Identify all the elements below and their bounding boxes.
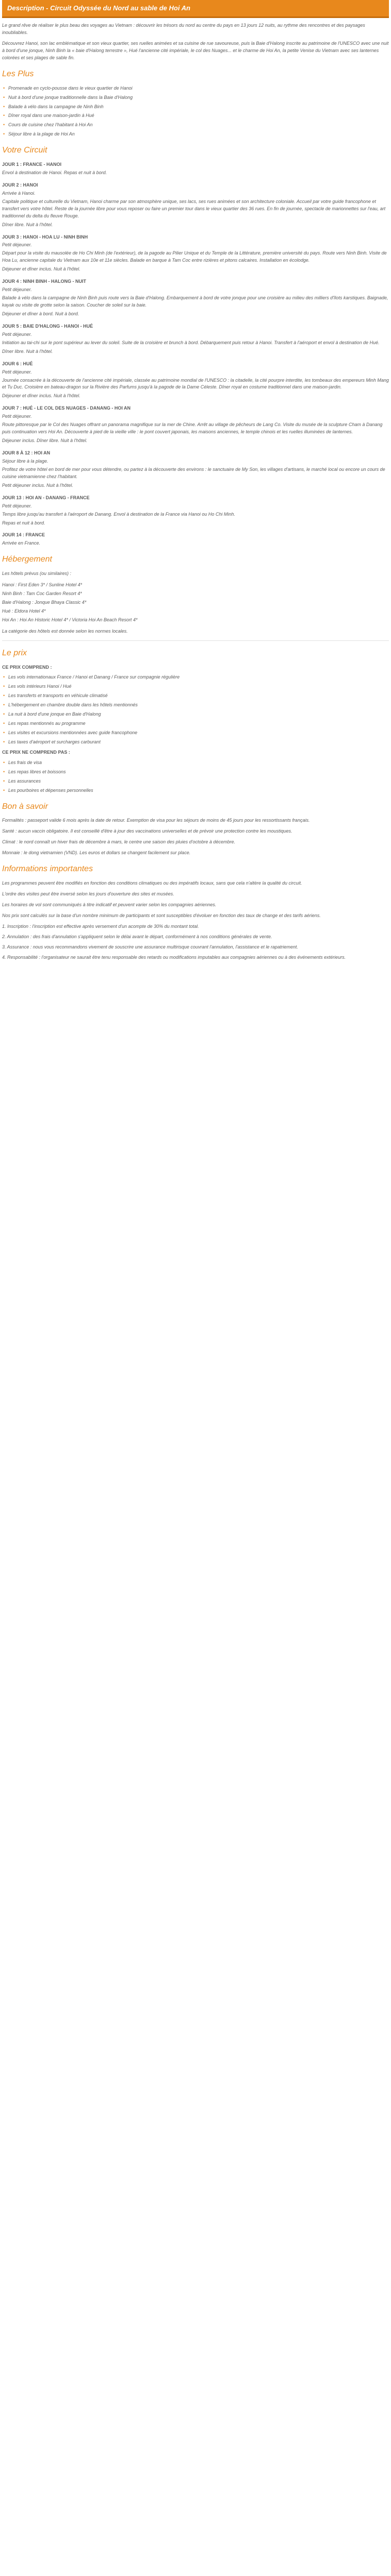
- day-sub: Petit déjeuner.: [2, 414, 32, 419]
- price-exclude-item: • Les pourboires et dépenses personnelles: [2, 787, 389, 794]
- price-includes-list: [2, 674, 389, 746]
- infos-paragraph: Les programmes peuvent être modifiés en fonction des conditions climatiques ou des impératifs locaux, sans que cela n'altère la qualité du circuit.: [2, 880, 302, 886]
- circuit-days: [2, 161, 389, 547]
- price-include-item: • Les taxes d'aéroport et surcharges carburant: [2, 739, 389, 746]
- price-include-item: • La nuit à bord d'une jonque en Baie d'Halong: [2, 711, 389, 718]
- price-include-item: • Les repas mentionnés au programme: [2, 720, 389, 727]
- hotels-list-title: Les hôtels prévus (ou similaires) :: [2, 571, 72, 577]
- day-sub: Petit déjeuner.: [2, 503, 32, 509]
- bon-a-savoir-text: [2, 817, 389, 857]
- day-heading: JOUR 7 : HUÉ - LE COL DES NUAGES - DANANG - HOI AN: [2, 405, 131, 411]
- hotel-item: Hoi An : Hoi An Historic Hotel 4* / Victoria Hoi An Beach Resort 4*: [2, 617, 138, 622]
- day-meal: Déjeuner et dîner inclus. Nuit à l'hôtel.: [2, 266, 80, 272]
- day-block: [2, 450, 389, 489]
- infos-numbered-item: 2. Annulation : des frais d'annulation s'appliquent selon le délai avant le départ, conformément à nos conditions générales de vente.: [2, 934, 272, 939]
- price-include-item: • Les vols intérieurs Hanoi / Hué: [2, 683, 389, 690]
- section-title-bon-a-savoir: Bon à savoir: [2, 802, 48, 811]
- day-text: Capitale politique et culturelle du Vietnam, Hanoi charme par son atmosphère unique, ses lacs, ses rues animées et son architecture coloniale. Accueil par votre guide francophone et transfert vers votre hôtel. Reste de la journée libre pour vous reposer ou faire un premier tour dans le vieux quartier des 36 rues. En fin de journée, spectacle de marionnettes sur l'eau, art traditionnel du delta du fleuve Rouge.: [2, 198, 386, 218]
- hotel-item: Ninh Binh : Tam Coc Garden Resort 4*: [2, 591, 82, 597]
- day-heading: JOUR 8 À 12 : HOI AN: [2, 450, 51, 456]
- intro: [2, 22, 389, 62]
- day-meal: Déjeuner inclus. Dîner libre. Nuit à l'hôtel.: [2, 438, 88, 444]
- page: [0, 0, 391, 968]
- day-text: Départ pour la visite du mausolée de Ho Chi Minh (de l'extérieur), de la pagode au Pilier Unique et du Temple de la Littérature, première université du pays. Route vers Ninh Binh. Visite de Hoa Lu, ancienne capitale du Vietnam aux 10e et 11e siècles. Balade en barque à Tam Coc entre rizières et pitons calcaires. Installation en écolodge.: [2, 250, 387, 263]
- bon-a-savoir-paragraph: Formalités : passeport valide 6 mois après la date de retour. Exemption de visa pour les séjours de moins de 45 jours pour les ressortissants français.: [2, 818, 310, 823]
- bon-a-savoir-paragraph: Climat : le nord connaît un hiver frais de décembre à mars, le centre une saison des pluies d'octobre à décembre.: [2, 839, 235, 845]
- hotel-item: Hanoi : First Eden 3* / Sunline Hotel 4*: [2, 582, 83, 588]
- day-text: Initiation au tai-chi sur le pont supérieur au lever du soleil. Suite de la croisière et brunch à bord. Débarquement puis retour à Hanoi. Transfert à l'aéroport et envol à destination de Hué.: [2, 340, 380, 345]
- plus-item: • Nuit à bord d'une jonque traditionnelle dans la Baie d'Halong: [2, 94, 389, 101]
- day-heading: JOUR 4 : NINH BINH - HALONG - NUIT: [2, 279, 86, 284]
- day-meal: Petit déjeuner inclus. Nuit à l'hôtel.: [2, 482, 73, 488]
- day-meal: Repas et nuit à bord.: [2, 520, 45, 526]
- day-heading: JOUR 13 : HOI AN - DANANG - FRANCE: [2, 495, 90, 500]
- day-sub: Petit déjeuner.: [2, 331, 32, 337]
- infos-paragraph: Les horaires de vol sont communiqués à titre indicatif et peuvent varier selon les compagnies aériennes.: [2, 902, 217, 907]
- price-include-item: • L'hébergement en chambre double dans les hôtels mentionnés: [2, 702, 389, 709]
- intro-paragraph: Découvrez Hanoi, son lac emblématique et son vieux quartier, ses ruelles animées et sa cuisine de rue savoureuse, puis la Baie d'Halong inscrite au patrimoine de l'UNESCO avec une nuit à bord d'une jonque, Ninh Binh la « baie d'Halong terrestre », Hué l'ancienne cité impériale, le col des Nuages... et le charme de Hoi An, la petite Venise du Vietnam avec ses lanternes colorées et ses plages de sable fin.: [2, 41, 389, 60]
- section-title-hebergement: Hébergement: [2, 555, 52, 564]
- section-title-circuit: Votre Circuit: [2, 146, 47, 155]
- day-meal: Déjeuner et dîner à bord. Nuit à bord.: [2, 311, 79, 316]
- day-sub: Petit déjeuner.: [2, 242, 32, 248]
- infos-numbered-item: 3. Assurance : nous vous recommandons vivement de souscrire une assurance multirisque couvrant l'annulation, l'assistance et le rapatriement.: [2, 944, 298, 950]
- price-include-item: • Les visites et excursions mentionnées avec guide francophone: [2, 730, 389, 737]
- day-text: Route pittoresque par le Col des Nuages offrant un panorama magnifique sur la mer de Chine. Arrêt au village de pêcheurs de Lang Co. Visite du musée de la sculpture Cham à Danang puis continuation vers Hoi An. Découverte à pied de la vieille ville : le pont couvert japonais, les maisons anciennes, le temple chinois et les ruelles illuminées de lanternes.: [2, 422, 383, 435]
- day-heading: JOUR 1 : FRANCE - HANOI: [2, 162, 62, 167]
- price-exclude-item: • Les assurances: [2, 778, 389, 785]
- hotel-list: [2, 582, 389, 624]
- divider: [2, 640, 389, 641]
- day-heading: JOUR 14 : FRANCE: [2, 532, 45, 538]
- infos-paragraph: L'ordre des visites peut être inversé selon les jours d'ouverture des sites et musées.: [2, 891, 174, 896]
- day-sub: Séjour libre à la plage.: [2, 458, 48, 464]
- price-includes-title: CE PRIX COMPREND :: [2, 664, 52, 670]
- day-block: [2, 323, 389, 355]
- day-block: [2, 495, 389, 527]
- day-sub: Arrivée à Hanoi.: [2, 190, 36, 196]
- bon-a-savoir-paragraph: Santé : aucun vaccin obligatoire. Il est conseillé d'être à jour des vaccinations universelles et de prévoir une protection contre les moustiques.: [2, 828, 292, 834]
- day-sub: Petit déjeuner.: [2, 287, 32, 293]
- day-sub: Petit déjeuner.: [2, 369, 32, 375]
- intro-paragraph: Le grand rêve de réaliser le plus beau des voyages au Vietnam : découvrir les trésors du nord au centre du pays en 13 jours 12 nuits, au rythme des rencontres et des paysages inoubliables.: [2, 23, 365, 36]
- price-exclude-item: • Les repas libres et boissons: [2, 769, 389, 776]
- day-block: [2, 532, 389, 547]
- infos-numbered: [2, 923, 389, 961]
- price-include-item: • Les vols internationaux France / Hanoi et Danang / France sur compagnie régulière: [2, 674, 389, 681]
- price-excludes-title: CE PRIX NE COMPREND PAS :: [2, 749, 70, 755]
- infos-text: [2, 880, 389, 920]
- plus-item: • Promenade en cyclo-pousse dans le vieux quartier de Hanoi: [2, 85, 389, 92]
- plus-item: • Cours de cuisine chez l'habitant à Hoi An: [2, 122, 389, 129]
- day-block: [2, 182, 389, 229]
- day-block: [2, 278, 389, 318]
- infos-numbered-item: 4. Responsabilité : l'organisateur ne saurait être tenu responsable des retards ou modifications imputables aux compagnies aériennes ou à des événements extérieurs.: [2, 954, 346, 960]
- day-heading: JOUR 2 : HANOI: [2, 182, 38, 188]
- bon-a-savoir-paragraph: Monnaie : le dong vietnamien (VND). Les euros et dollars se changent facilement sur place.: [2, 850, 191, 856]
- plus-item: • Balade à vélo dans la campagne de Ninh Binh: [2, 104, 389, 111]
- day-meal: Dîner libre. Nuit à l'hôtel.: [2, 348, 53, 354]
- section-title-prix: Le prix: [2, 648, 27, 657]
- hotel-item: Hué : Eldora Hotel 4*: [2, 608, 46, 614]
- day-heading: JOUR 3 : HANOI - HOA LU - NINH BINH: [2, 234, 88, 240]
- day-block: [2, 405, 389, 445]
- infos-paragraph: Nos prix sont calculés sur la base d'un nombre minimum de participants et sont susceptibles d'évoluer en fonction des taux de change et des tarifs aériens.: [2, 912, 321, 918]
- day-text: Journée consacrée à la découverte de l'ancienne cité impériale, classée au patrimoine mondial de l'UNESCO : la citadelle, la cité pourpre interdite, les tombeaux des empereurs Minh Mang et Tu Duc. Croisière en bateau-dragon sur la Rivière des Parfums jusqu'à la pagode de la Dame Céleste. Dîner royal en costume traditionnel dans une maison-jardin.: [2, 377, 389, 390]
- day-meal: Déjeuner et dîner inclus. Nuit à l'hôtel.: [2, 393, 80, 399]
- hotel-item: Baie d'Halong : Jonque Bhaya Classic 4*: [2, 599, 87, 605]
- plus-item: • Dîner royal dans une maison-jardin à Hué: [2, 112, 389, 120]
- price-include-item: • Les transferts et transports en véhicule climatisé: [2, 692, 389, 700]
- day-text: Profitez de votre hôtel en bord de mer pour vous détendre, ou partez à la découverte des environs : le sanctuaire de My Son, les villages d'artisans, le marché local ou encore un cours de cuisine vietnamienne chez l'habitant.: [2, 466, 385, 479]
- price-exclude-item: • Les frais de visa: [2, 759, 389, 767]
- day-heading: JOUR 5 : BAIE D'HALONG - HANOI - HUÉ: [2, 323, 93, 329]
- day-sub: Envol à destination de Hanoi. Repas et nuit à bord.: [2, 170, 107, 175]
- day-block: [2, 161, 389, 177]
- day-sub: Arrivée en France.: [2, 540, 41, 546]
- day-block: [2, 361, 389, 400]
- page-title: Description - Circuit Odyssée du Nord au sable de Hoi An: [2, 0, 389, 18]
- day-text: Balade à vélo dans la campagne de Ninh Binh puis route vers la Baie d'Halong. Embarquement à bord de votre jonque pour une croisière au milieu des milliers d'îlots karstiques. Baignade, kayak ou visite de grotte selon la saison. Coucher de soleil sur la baie.: [2, 295, 388, 308]
- day-text: Temps libre jusqu'au transfert à l'aéroport de Danang. Envol à destination de la France via Hanoi ou Ho Chi Minh.: [2, 511, 235, 517]
- section-title-infos: Informations importantes: [2, 865, 93, 874]
- plus-list: [2, 85, 389, 139]
- plus-item: • Séjour libre à la plage de Hoi An: [2, 131, 389, 138]
- price-excludes-list: [2, 759, 389, 794]
- day-block: [2, 234, 389, 274]
- day-heading: JOUR 6 : HUÉ: [2, 361, 33, 366]
- section-title-plus: Les Plus: [2, 69, 34, 78]
- day-meal: Dîner libre. Nuit à l'hôtel.: [2, 222, 53, 227]
- hotel-note: La catégorie des hôtels est donnée selon les normes locales.: [2, 628, 128, 634]
- infos-numbered-item: 1. Inscription : l'inscription est effective après versement d'un acompte de 30% du montant total.: [2, 923, 199, 929]
